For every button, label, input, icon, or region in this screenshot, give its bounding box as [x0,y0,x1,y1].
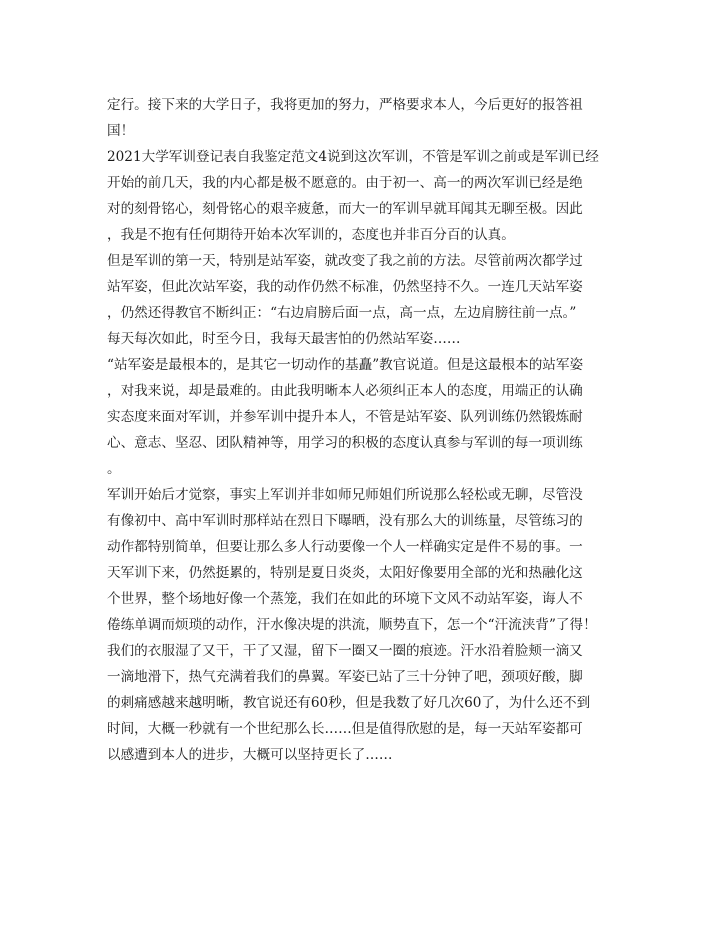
document-body [107,92,622,768]
paragraph-essay-start: 2021大学军训登记表自我鉴定范文4说到这次军训，不管是军训之前或是军训已经 开始的前几天，我的内心都是极不愿意的。由于初一、高一的两次军训已经是绝 对的刻骨铭心，刻骨铭心的艰辛疲惫，而大一的军训早就耳闻其无聊至极。因此 ，我是不抱有任何期待开始本次军训的，态度也并非百分百的认真。 [107,149,599,243]
paragraph-first-day: 但是军训的第一天，特别是站军姿，就改变了我之前的方法。尽管前两次都学过 站军姿，但此次站军姿，我的动作仍然不标准，仍然坚持不久。一连几天站军姿 ，仍然还得教官不断纠正：“右边肩膀后面一点，高一点，左边肩膀往前一点。” 每天每次如此，时至今日，我每天最害怕的仍然站军姿…… [107,253,583,347]
paragraph-standing-posture: “站军姿是最根本的，是其它一切动作的基矗”教官说道。但是这最根本的站军姿 ，对我来说，却是最难的。由此我明晰本人必须纠正本人的态度，用端正的认确 实态度来面对军训，并参军训中提升本人，不管是站军姿、队列训练仍然锻炼耐 心、意志、坚忍、团队精神等，用学习的积极的态度认真参与军训的每一项训练 。 [107,357,584,477]
paragraph-intro-continuation: 定行。接下来的大学日子，我将更加的努力，严格要求本人，今后更好的报答祖 国！ [107,97,583,139]
paragraph-training-experience: 军训开始后才觉察，事实上军训并非如师兄师姐们所说那么轻松或无聊，尽管没 有像初中、高中军训时那样站在烈日下曝晒，没有那么大的训练量，尽管练习的 动作都特别简单，但要让那么多人行动要像一个人一样确实定是件不易的事。一 天军训下来，仍然挺累的，特别是夏日炎炎，太阳好像要用全部的光和热融化这 个世界，整个场地好像一个蒸笼，我们在如此的环境下文风不动站军姿，诲人不 倦练单调而烦琐的动作，汗水像决堤的洪流，顺势直下，怎一个“汗流浃背”了得！ 我们的衣服湿了又干，干了又湿，留下一圈又一圈的痕迹。汗水沿着脸颊一滴又 一滴地滑下，热气充满着我们的鼻翼。军姿已站了三十分钟了吧，颈项好酸，脚 的刺痛感越来越明晰，教官说还有60秒，但是我数了好几次60了，为什么还不到 时间，大概一秒就有一个世纪那么长……但是值得欣慰的是，每一天站军姿都可 以感遭到本人的进步，大概可以坚持更长了…… [107,487,597,763]
